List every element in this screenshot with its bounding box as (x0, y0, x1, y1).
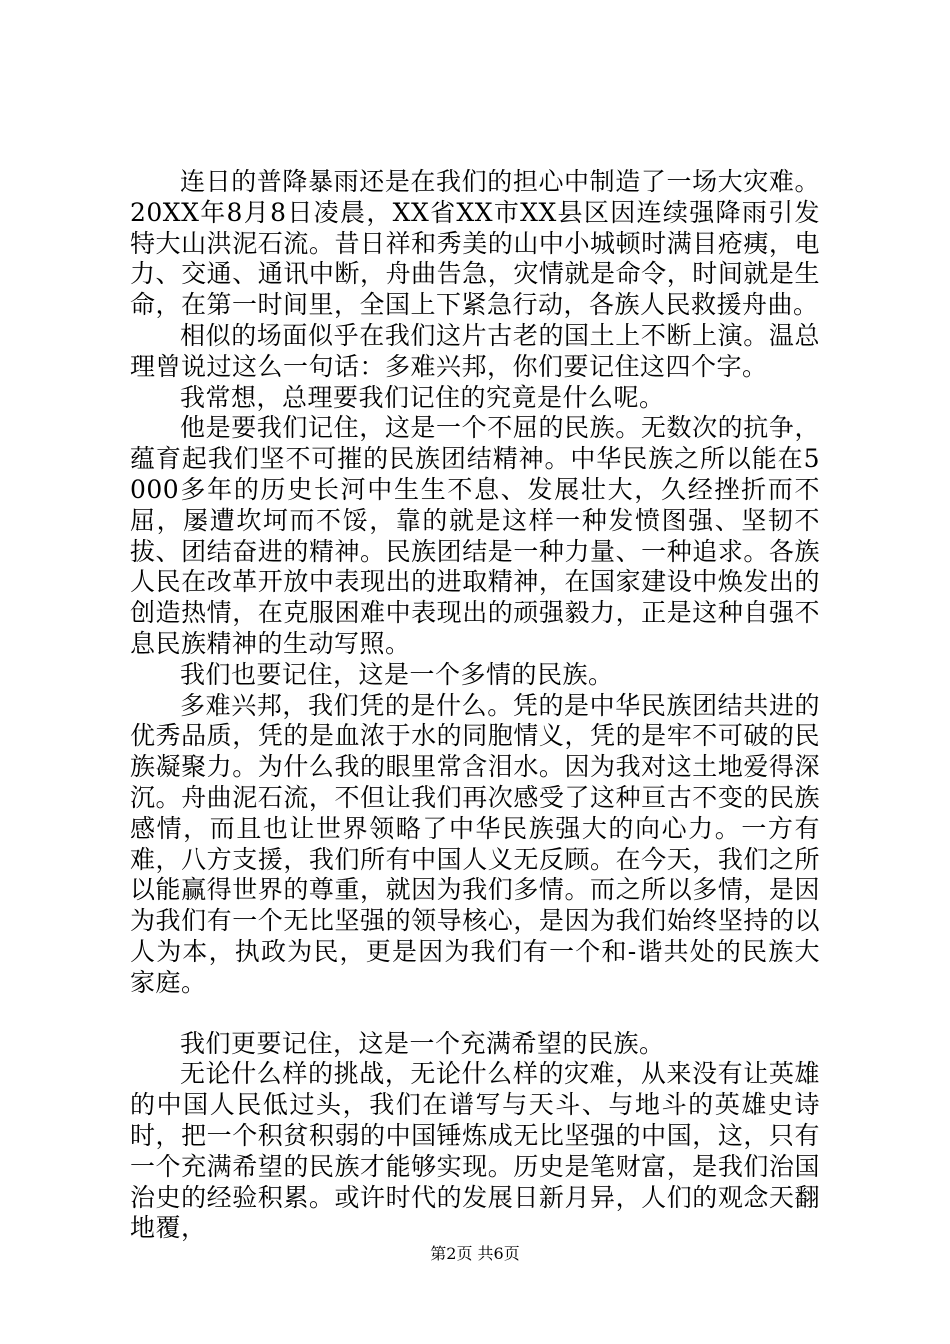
paragraph-2: 相似的场面似乎在我们这片古老的国土上不断上演。温总理曾说过这么一句话：多难兴邦，你们要记住这四个字。 (130, 320, 820, 381)
paragraph-4: 他是要我们记住，这是一个不屈的民族。无数次的抗争，蕴育起我们坚不可摧的民族团结精神。中华民族之所以能在5000多年的历史长河中生生不息、发展壮大，久经挫折而不屈，屡遭坎坷而不馁，靠的就是这样一种发愤图强、坚韧不拔、团结奋进的精神。民族团结是一种力量、一种追求。各族人民在改革开放中表现出的进取精神，在国家建设中焕发出的创造热情，在克服困难中表现出的顽强毅力，正是这种自强不息民族精神的生动写照。 (130, 413, 820, 658)
paragraph-5: 我们也要记住，这是一个多情的民族。 (180, 659, 614, 689)
body-text (130, 167, 820, 1244)
paragraph-3: 我常想，总理要我们记住的究竟是什么呢。 (180, 382, 665, 412)
page-number-label: 第2页 共6页 (430, 1244, 520, 1263)
paragraph-6: 多难兴邦，我们凭的是什么。凭的是中华民族团结共进的优秀品质，凭的是血浓于水的同胞情义，凭的是牢不可破的民族凝聚力。为什么我的眼里常含泪水。因为我对这土地爱得深沉。舟曲泥石流，不但让我们再次感受了这种亘古不变的民族感情，而且也让世界领略了中华民族强大的向心力。一方有难，八方支援，我们所有中国人义无反顾。在今天，我们之所以能赢得世界的尊重，就因为我们多情。而之所以多情，是因为我们有一个无比坚强的领导核心，是因为我们始终坚持的以人为本，执政为民，更是因为我们有一个和-谐共处的民族大家庭。 (130, 690, 820, 997)
paragraph-8: 无论什么样的挑战，无论什么样的灾难，从来没有让英雄的中国人民低过头，我们在谱写与天斗、与地斗的英雄史诗时，把一个积贫积弱的中国锤炼成无比坚强的中国，这，只有一个充满希望的民族才能够实现。历史是笔财富，是我们治国治史的经验积累。或许时代的发展日新月异，人们的观念天翻地覆， (130, 1059, 820, 1243)
paragraph-1: 连日的普降暴雨还是在我们的担心中制造了一场大灾难。20XX年8月8日凌晨，XX省XX市XX县区因连续强降雨引发特大山洪泥石流。昔日祥和秀美的山中小城顿时满目疮痍，电力、交通、通讯中断，舟曲告急，灾情就是命令，时间就是生命，在第一时间里，全国上下紧急行动，各族人民救援舟曲。 (130, 167, 820, 320)
page-footer (0, 1244, 950, 1264)
paragraph-7: 我们更要记住，这是一个充满希望的民族。 (180, 1028, 665, 1058)
